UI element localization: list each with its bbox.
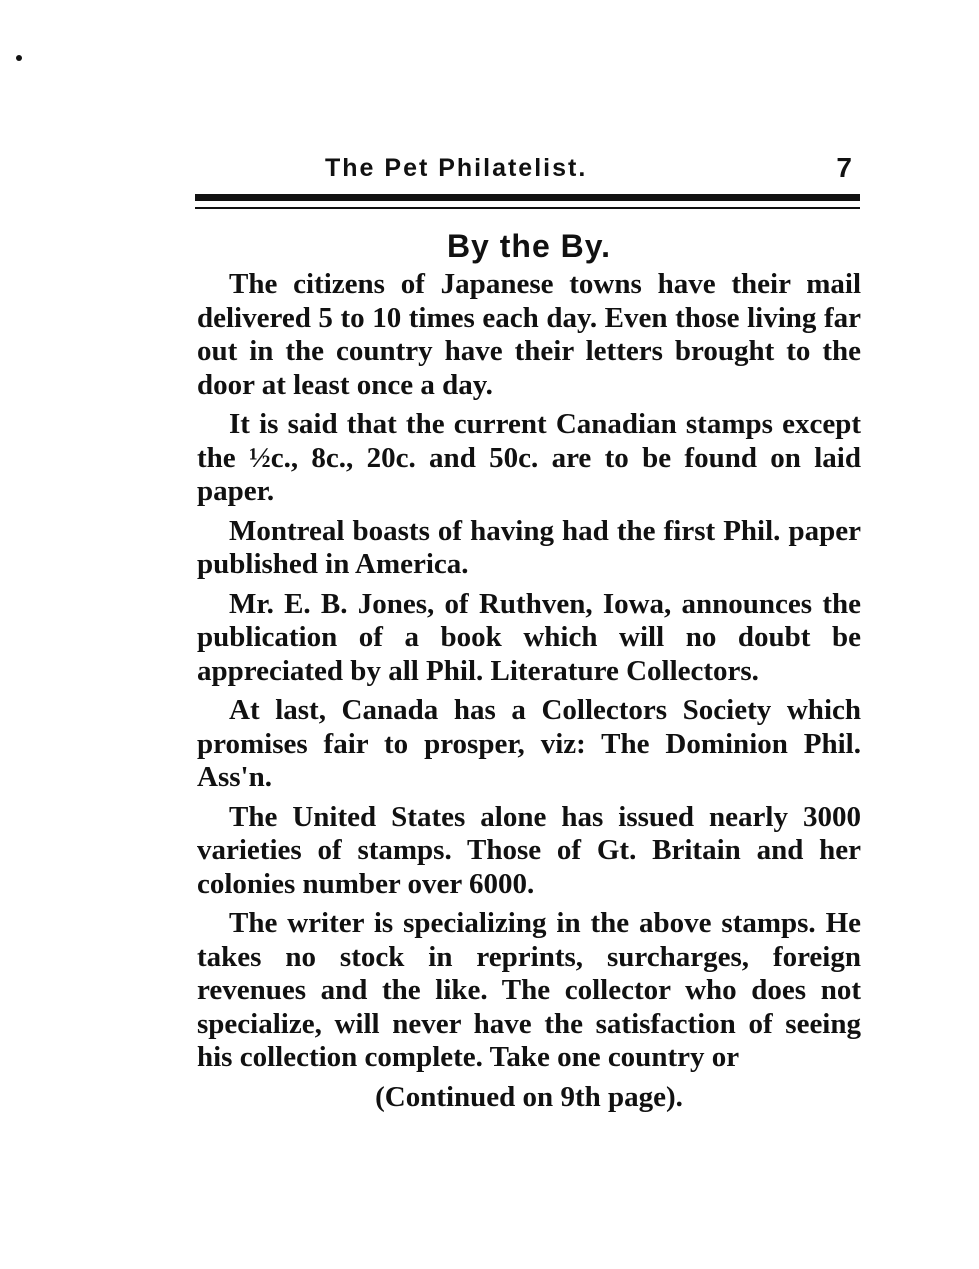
page-number: 7 — [836, 152, 852, 183]
paragraph-collectors-society: At last, Canada has a Collectors Society which promises fair to prosper, viz: The Dominion Phil. Ass'n. — [197, 694, 861, 793]
page-header — [195, 150, 860, 190]
journal-title: The Pet Philatelist. — [325, 154, 588, 182]
ink-speck — [16, 55, 22, 61]
article — [197, 226, 861, 1120]
header-rule-thin — [195, 207, 860, 209]
paragraph-japanese-mail: The citizens of Japanese towns have their mail delivered 5 to 10 times each day. Even those living far out in the country have their letters brought to the door at least once a day. — [197, 268, 861, 401]
paragraph-canadian-stamps: It is said that the current Canadian stamps except the ½c., 8c., 20c. and 50c. are to be found on laid paper. — [197, 408, 861, 507]
header-rule-thick — [195, 194, 860, 201]
paragraph-jones-book: Mr. E. B. Jones, of Ruthven, Iowa, announces the publication of a book which will no doubt be appreciated by all Phil. Literature Collectors. — [197, 587, 861, 687]
continued-note: (Continued on 9th page). — [375, 1080, 683, 1113]
article-heading: By the By. — [446, 228, 612, 264]
paragraph-united-states: The United States alone has issued nearly 3000 varieties of stamps. Those of Gt. Britain and her colonies number over 6000. — [197, 800, 861, 900]
paragraph-montreal: Montreal boasts of having had the first Phil. paper published in America. — [197, 514, 861, 580]
paragraph-specializing: The writer is specializing in the above stamps. He takes no stock in reprints, surcharges, foreign revenues and the like. The collector who does not specialize, will never have the satisfaction of seeing his collection complete. Take one country or — [197, 907, 861, 1073]
